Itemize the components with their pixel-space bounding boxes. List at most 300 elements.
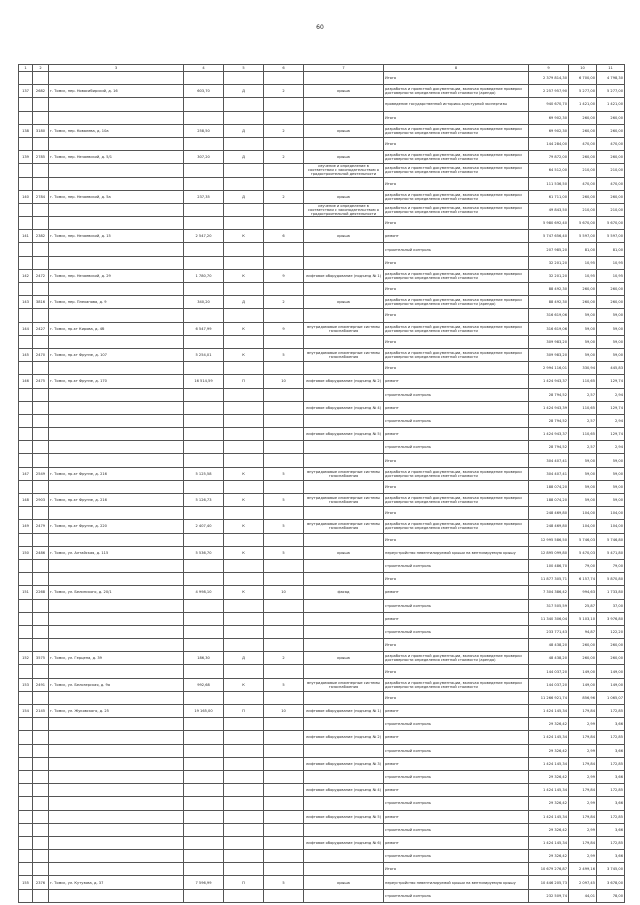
table-cell: 316 619,06 [529,322,569,335]
table-row [19,889,625,902]
table-cell [184,559,224,572]
table-cell [224,98,264,111]
table-cell [224,665,264,678]
table-cell: Итого [384,137,529,150]
table-cell [264,309,304,322]
table-cell [224,889,264,902]
table-cell: 141 [19,230,33,243]
table-cell: 603,70 [184,85,224,98]
table-cell [49,401,184,414]
table-cell [49,731,184,744]
table-cell [304,480,384,493]
table-cell [224,784,264,797]
table-cell: внутридомовые инженерные системы газоснабжения [304,322,384,335]
table-cell [224,507,264,520]
table-cell: 2382 [33,230,49,243]
table-cell [184,335,224,348]
table-cell: 144 037,20 [529,665,569,678]
table-cell: 139 [19,151,33,164]
table-cell [184,599,224,612]
table-cell: 29 326,42 [529,770,569,783]
table-cell: 88 492,30 [529,296,569,309]
table-cell [49,744,184,757]
table-cell: 2472 [33,269,49,282]
table-cell: 79,00 [569,559,597,572]
table-cell: 940 670,70 [529,98,569,111]
table-row [19,823,625,836]
table-cell: 179,84 [569,705,597,718]
table-cell [19,559,33,572]
table-cell: 2475 [33,375,49,388]
table-cell [49,850,184,863]
table-cell: 149,00 [597,678,625,691]
table-cell: 2 [264,652,304,665]
table-cell: лифтовое оборудование (подъезд № 2) [304,731,384,744]
table-cell: 10 679 276,87 [529,863,569,876]
table-cell: Д [224,652,264,665]
table-cell: 3,66 [597,718,625,731]
table-cell [49,441,184,454]
table-cell [184,850,224,863]
table-cell: 25,87 [569,599,597,612]
table-cell [264,599,304,612]
table-cell [184,137,224,150]
table-cell: 1 421,00 [597,98,625,111]
table-cell [304,111,384,124]
table-cell: разработка и проектной документации, включая проведение проверки достоверности определения сметной стоимости [384,164,529,177]
table-cell: 29 326,42 [529,850,569,863]
table-cell: 5 [264,546,304,559]
table-cell: г. Томск, ул. Белозерская, д. 9а [49,678,184,691]
table-cell: 144 284,00 [529,137,569,150]
column-header: 10 [569,65,597,72]
table-cell: 260,00 [569,652,597,665]
table-cell: 2,94 [597,441,625,454]
table-row [19,770,625,783]
table-cell: 44,01 [569,889,597,902]
table-row [19,269,625,282]
table-cell [184,414,224,427]
table-cell: 1 424 943,37 [529,428,569,441]
table-cell [184,362,224,375]
table-cell [264,441,304,454]
table-cell: разработка и проектной документации, включая проведение проверки достоверности определения сметной стоимости [384,203,529,216]
table-cell: 992,68 [184,678,224,691]
table-row [19,111,625,124]
table-row [19,546,625,559]
table-cell [19,137,33,150]
table-cell: 2268 [33,586,49,599]
table-cell: г. Томск, пер. Нечаевский, д. 29 [49,269,184,282]
table-row [19,744,625,757]
table-cell [33,98,49,111]
table-cell: К [224,467,264,480]
table-cell [33,744,49,757]
table-row [19,283,625,296]
table-cell: 59,00 [569,494,597,507]
table-cell: 59,00 [597,494,625,507]
table-cell: 7 304 386,42 [529,586,569,599]
table-cell [49,665,184,678]
table-cell: 110,65 [569,401,597,414]
table-cell [264,164,304,177]
table-cell [184,718,224,731]
table-cell: Итого [384,335,529,348]
table-cell [184,810,224,823]
table-cell: 3 976,80 [597,612,625,625]
table-cell [264,217,304,230]
table-cell [304,665,384,678]
table-cell: 309 983,20 [529,335,569,348]
table-cell: строительный контроль [384,388,529,401]
table-cell: 3 745,00 [597,863,625,876]
table-row [19,494,625,507]
table-cell [19,507,33,520]
table-cell: 260,00 [597,190,625,203]
table-cell [304,559,384,572]
table-cell: 11 340 306,04 [529,612,569,625]
table-cell: 3 678,00 [597,876,625,889]
table-cell [19,480,33,493]
table-cell: ремонт [384,401,529,414]
table-cell [33,533,49,546]
table-cell: 59,00 [569,467,597,480]
table-row [19,454,625,467]
table-cell: лифтовое оборудование (подъезд № 5) [304,428,384,441]
table-cell: внутридомовые инженерные системы газоснабжения [304,494,384,507]
table-cell: 2145 [33,705,49,718]
table-cell [19,718,33,731]
table-cell: 179,84 [569,784,597,797]
table-cell: 1 780,70 [184,269,224,282]
table-cell: 856,96 [569,691,597,704]
table-cell: 59,00 [569,480,597,493]
table-cell: 5 747 656,40 [529,230,569,243]
table-cell: 28 794,52 [529,441,569,454]
table-cell [33,243,49,256]
table-cell: Итого [384,177,529,190]
table-cell: 59,00 [597,454,625,467]
table-cell: строительный контроль [384,770,529,783]
table-cell: строительный контроль [384,243,529,256]
table-cell: 2 994 116,01 [529,362,569,375]
table-cell: 5 980 692,40 [529,217,569,230]
table-cell: крыша [304,151,384,164]
table-cell: Итого [384,573,529,586]
table-cell [224,770,264,783]
table-cell [49,283,184,296]
table-cell: 2491 [33,678,49,691]
table-cell [49,599,184,612]
table-cell: 5 277,00 [569,85,597,98]
table-cell: 188 074,20 [529,480,569,493]
table-cell: 2 [264,85,304,98]
table-cell [224,164,264,177]
table-cell: 2 [264,124,304,137]
table-cell: лифтовое оборудование (подъезд № 3) [304,757,384,770]
table-cell [184,454,224,467]
table-cell: 144 037,20 [529,678,569,691]
table-cell: 5 125,58 [184,467,224,480]
table-cell: 188 074,20 [529,494,569,507]
table-cell: г. Томск, пер. Нечаевский, д. 5а [49,190,184,203]
table-cell [19,177,33,190]
table-cell [19,72,33,85]
table-cell [19,889,33,902]
table-row [19,559,625,572]
table-cell: разработка и проектной документации, включая проведение проверки достоверности определения сметной стоимости [384,494,529,507]
table-cell: строительный контроль [384,889,529,902]
table-cell: К [224,586,264,599]
table-cell: 3,66 [597,797,625,810]
table-cell: 5 126,73 [184,494,224,507]
table-cell: 5 670,00 [569,217,597,230]
table-cell: Итого [384,454,529,467]
table-cell [224,612,264,625]
table-cell: Итого [384,309,529,322]
table-cell [224,137,264,150]
table-cell: 5 597,00 [569,230,597,243]
table-cell: лифтовое оборудование (подъезд № 6) [304,836,384,849]
table-cell: 2 547,20 [184,230,224,243]
table-cell: 49 843,50 [529,203,569,216]
table-cell [184,243,224,256]
table-cell: 2 379 814,30 [529,72,569,85]
table-cell: 104,00 [597,520,625,533]
table-cell [33,731,49,744]
table-cell: 5 670,00 [597,217,625,230]
table-cell [49,137,184,150]
table-cell: 151 [19,586,33,599]
table-cell [19,164,33,177]
table-cell: 330,94 [569,362,597,375]
table-cell: 2,94 [597,414,625,427]
table-cell: 10,95 [597,269,625,282]
table-cell [19,823,33,836]
table-row [19,757,625,770]
table-cell: 2,57 [569,441,597,454]
table-cell [33,428,49,441]
table-cell [184,256,224,269]
table-cell [19,744,33,757]
table-cell [49,810,184,823]
table-cell: К [224,322,264,335]
table-cell: П [224,876,264,889]
table-cell [224,863,264,876]
table-cell: 5 [264,494,304,507]
table-cell [49,533,184,546]
table-cell [264,362,304,375]
table-cell: 59,00 [597,322,625,335]
table-cell: 304 407,41 [529,454,569,467]
table-cell: 129,74 [597,401,625,414]
table-cell: 59,00 [569,335,597,348]
table-row [19,309,625,322]
table-cell: 2 097,45 [569,876,597,889]
table-cell [19,797,33,810]
table-cell [184,203,224,216]
table-cell [19,599,33,612]
table-cell: Итого [384,507,529,520]
table-cell [264,784,304,797]
table-cell: 104,00 [569,507,597,520]
table-cell: 37,00 [597,599,625,612]
table-cell: разработка и проектной документации, включая проведение проверки достоверности определения сметной стоимости [384,467,529,480]
table-cell: 122,20 [597,625,625,638]
table-cell [264,283,304,296]
table-cell: 59,00 [597,309,625,322]
table-cell [184,625,224,638]
table-cell [224,810,264,823]
table-cell: 100 486,70 [529,559,569,572]
table-cell [264,388,304,401]
table-cell: 1 424 145,34 [529,836,569,849]
table-cell [19,256,33,269]
table-cell [264,480,304,493]
table-cell [184,612,224,625]
table-cell: строительный контроль [384,441,529,454]
table-cell [224,111,264,124]
table-cell [33,797,49,810]
table-cell: Итого [384,863,529,876]
table-cell: 6 547,99 [184,322,224,335]
table-cell [264,770,304,783]
table-cell [224,72,264,85]
table-cell [49,72,184,85]
table-cell [304,137,384,150]
table-cell: 179,84 [569,731,597,744]
table-cell [33,441,49,454]
table-cell: г. Томск, ул. Герцена, д. 39 [49,652,184,665]
table-cell: 69 902,30 [529,124,569,137]
table-cell [49,309,184,322]
table-cell [19,111,33,124]
table-cell [184,639,224,652]
table-cell [33,784,49,797]
table-cell: 155 [19,876,33,889]
table-cell [224,454,264,467]
table-cell [304,256,384,269]
table-cell: 3,66 [597,850,625,863]
table-cell [19,335,33,348]
table-cell: 129,74 [597,428,625,441]
table-cell [264,428,304,441]
table-cell: крыша [304,190,384,203]
table-cell [19,98,33,111]
table-cell: ремонт [384,836,529,849]
table-row [19,335,625,348]
table-cell: 137 [19,85,33,98]
table-cell: 129,74 [597,375,625,388]
table-cell [264,203,304,216]
table-cell: Итого [384,691,529,704]
table-cell [33,309,49,322]
table-cell: 9 [264,322,304,335]
table-cell: 172,85 [597,705,625,718]
table-row [19,718,625,731]
table-cell [224,414,264,427]
table-cell: 1 424 145,34 [529,731,569,744]
table-cell [184,217,224,230]
table-cell [33,559,49,572]
table-cell [304,454,384,467]
table-cell: 3180 [33,124,49,137]
table-row [19,467,625,480]
table-cell [49,836,184,849]
table-cell [264,665,304,678]
table-cell: 2479 [33,520,49,533]
table-cell: 81,00 [569,243,597,256]
table-cell [33,480,49,493]
table-row [19,124,625,137]
table-cell: строительный контроль [384,744,529,757]
table-cell: 6 700,00 [569,72,597,85]
table-cell: К [224,520,264,533]
table-cell: 210,00 [569,203,597,216]
table-cell: строительный контроль [384,414,529,427]
table-cell: 3816 [33,296,49,309]
table-cell: К [224,348,264,361]
table-cell [224,256,264,269]
table-cell [49,480,184,493]
table-cell [33,691,49,704]
table-cell: 5 [264,467,304,480]
table-cell: 81,00 [597,243,625,256]
table-cell [184,98,224,111]
column-header: 3 [49,65,184,72]
table-cell: 149 [19,520,33,533]
table-cell [224,625,264,638]
table-cell: 207 985,20 [529,243,569,256]
table-cell: строительный контроль [384,599,529,612]
table-cell: 5 103,10 [569,612,597,625]
table-cell [224,718,264,731]
table-cell: 28 794,52 [529,414,569,427]
table-cell [19,810,33,823]
table-cell [224,731,264,744]
table-cell: 147 [19,467,33,480]
capital-repair-table [18,64,625,903]
table-cell: г. Томск, пр-кт Фрунзе, д. 216 [49,494,184,507]
table-cell: разработка и проектной документации, включая проведение проверки достоверности определения сметной стоимости [384,151,529,164]
table-cell: 48 438,20 [529,639,569,652]
table-cell [33,757,49,770]
table-cell: г. Томск, пр-кт Фрунзе, д. 107 [49,348,184,361]
table-cell: 16 514,59 [184,375,224,388]
table-cell [19,362,33,375]
table-cell: 2,99 [569,823,597,836]
table-cell [33,256,49,269]
table-row [19,256,625,269]
table-cell: внутридомовые инженерные системы газоснабжения [304,467,384,480]
table-cell [33,454,49,467]
table-cell: 470,00 [569,177,597,190]
table-cell [264,256,304,269]
table-cell [304,507,384,520]
table-cell: ремонт [384,375,529,388]
table-cell [33,625,49,638]
table-cell: 2,99 [569,770,597,783]
table-cell [33,388,49,401]
table-cell: 210,00 [569,164,597,177]
table-cell [49,454,184,467]
table-cell [224,836,264,849]
table-row [19,533,625,546]
table-row [19,230,625,243]
table-cell: изучение и определение в соответствии с законодательством о градостроительной деятельности [304,203,384,216]
table-cell [49,507,184,520]
table-cell: 150 [19,546,33,559]
